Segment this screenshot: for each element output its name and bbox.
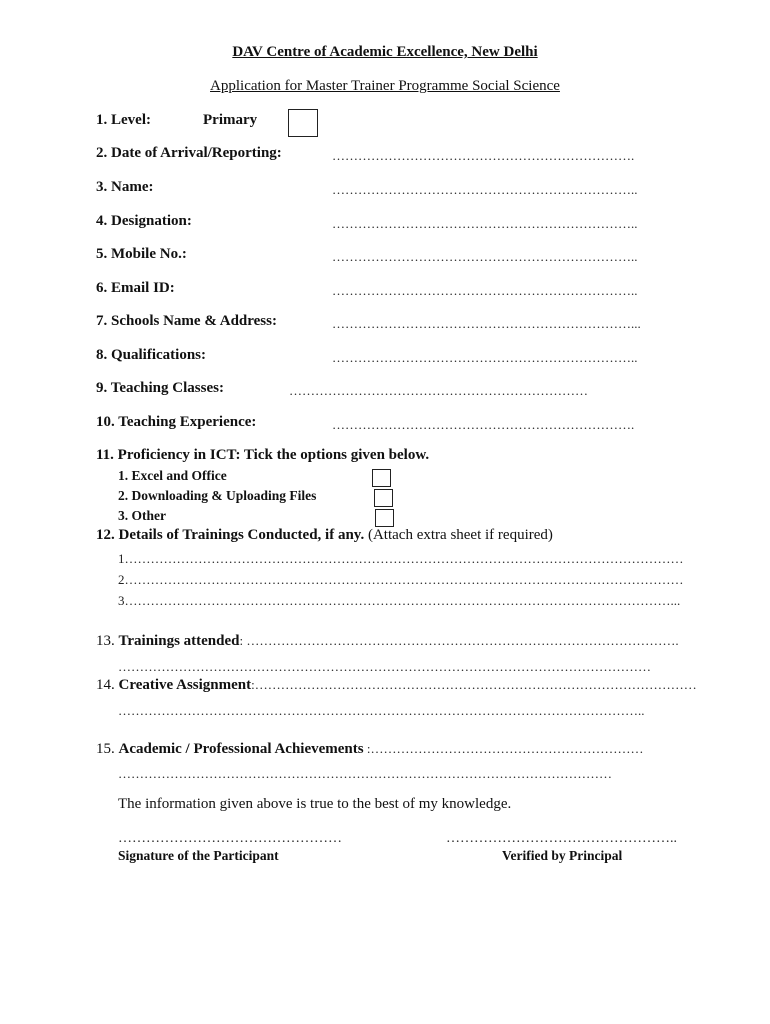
participant-signature-line[interactable]: …………………………………………: [118, 831, 342, 846]
level-label: 1. Level:: [96, 112, 151, 128]
institution-title: DAV Centre of Academic Excellence, New Delhi: [232, 44, 538, 60]
creative-number: 14.: [96, 677, 119, 693]
creative-field[interactable]: :…………………………………………………………………………………………: [251, 677, 697, 692]
trainings-attended-label: Trainings attended: [118, 633, 240, 649]
achievements-row: [96, 741, 643, 758]
designation-label: 4. Designation:: [96, 213, 192, 229]
trainings-attended-row: [96, 633, 679, 650]
achievements-line-2[interactable]: ……………………………………………………………………………………………………: [118, 766, 612, 781]
trainings-conducted-label: [96, 527, 553, 544]
participant-signature-label: Signature of the Participant: [118, 848, 279, 863]
email-label: 6. Email ID:: [96, 280, 175, 296]
ict-downloading-checkbox[interactable]: [374, 489, 393, 507]
mobile-label: 5. Mobile No.:: [96, 246, 187, 262]
ict-option-other: 3. Other: [118, 508, 166, 523]
trainings-conducted-line-3[interactable]: 3………………………………………………………………………………………………………………...: [118, 593, 681, 608]
ict-other-checkbox[interactable]: [375, 509, 394, 527]
form-title: Application for Master Trainer Programme Social Science: [210, 78, 560, 94]
school-field[interactable]: ……………………………………………………………...: [332, 316, 641, 331]
ict-heading: 11. Proficiency in ICT: Tick the options given below.: [96, 447, 430, 463]
level-value: Primary: [203, 112, 258, 128]
arrival-field[interactable]: …………………………………………………………….: [332, 148, 635, 163]
email-field[interactable]: ……………………………………………………………..: [332, 283, 638, 298]
trainings-conducted-line-1[interactable]: 1…………………………………………………………………………………………………………………: [118, 551, 684, 566]
name-label: 3. Name:: [96, 179, 154, 195]
trainings-conducted-note: (Attach extra sheet if required): [364, 527, 553, 543]
teaching-classes-field[interactable]: ……………………………………………………………: [289, 383, 588, 398]
ict-option-excel: 1. Excel and Office: [118, 468, 227, 483]
achievements-label: Academic / Professional Achievements: [118, 741, 364, 757]
name-field[interactable]: ……………………………………………………………..: [332, 182, 638, 197]
trainings-attended-number: 13.: [96, 633, 119, 649]
trainings-attended-field[interactable]: : ……………………………………………………………………………………….: [239, 633, 679, 648]
mobile-field[interactable]: ……………………………………………………………..: [332, 249, 638, 264]
trainings-conducted-line-2[interactable]: 2…………………………………………………………………………………………………………………: [118, 572, 684, 587]
creative-line-2[interactable]: …………………………………………………………………………………………………………..: [118, 703, 645, 718]
teaching-classes-label: 9. Teaching Classes:: [96, 380, 224, 396]
achievements-number: 15.: [96, 741, 119, 757]
achievements-field[interactable]: :………………………………………………………: [363, 741, 644, 756]
arrival-label: 2. Date of Arrival/Reporting:: [96, 145, 282, 161]
qualifications-field[interactable]: ……………………………………………………………..: [332, 350, 638, 365]
creative-label: Creative Assignment: [118, 677, 252, 693]
qualifications-label: 8. Qualifications:: [96, 347, 207, 363]
designation-field[interactable]: ……………………………………………………………..: [332, 216, 638, 231]
school-label: 7. Schools Name & Address:: [96, 313, 277, 329]
trainings-attended-line-2[interactable]: ……………………………………………………………………………………………………………: [118, 659, 651, 674]
principal-signature-label: Verified by Principal: [502, 848, 623, 863]
principal-signature-line[interactable]: …………………………………………..: [446, 831, 677, 846]
ict-option-downloading: 2. Downloading & Uploading Files: [118, 488, 317, 503]
declaration-text: The information given above is true to the best of my knowledge.: [118, 796, 512, 812]
teaching-experience-label: 10. Teaching Experience:: [96, 414, 257, 430]
ict-excel-checkbox[interactable]: [372, 469, 391, 487]
level-checkbox[interactable]: [288, 109, 318, 137]
teaching-experience-field[interactable]: …………………………………………………………….: [332, 417, 635, 432]
creative-row: [96, 677, 697, 694]
trainings-conducted-title: 12. Details of Trainings Conducted, if any.: [96, 527, 365, 543]
